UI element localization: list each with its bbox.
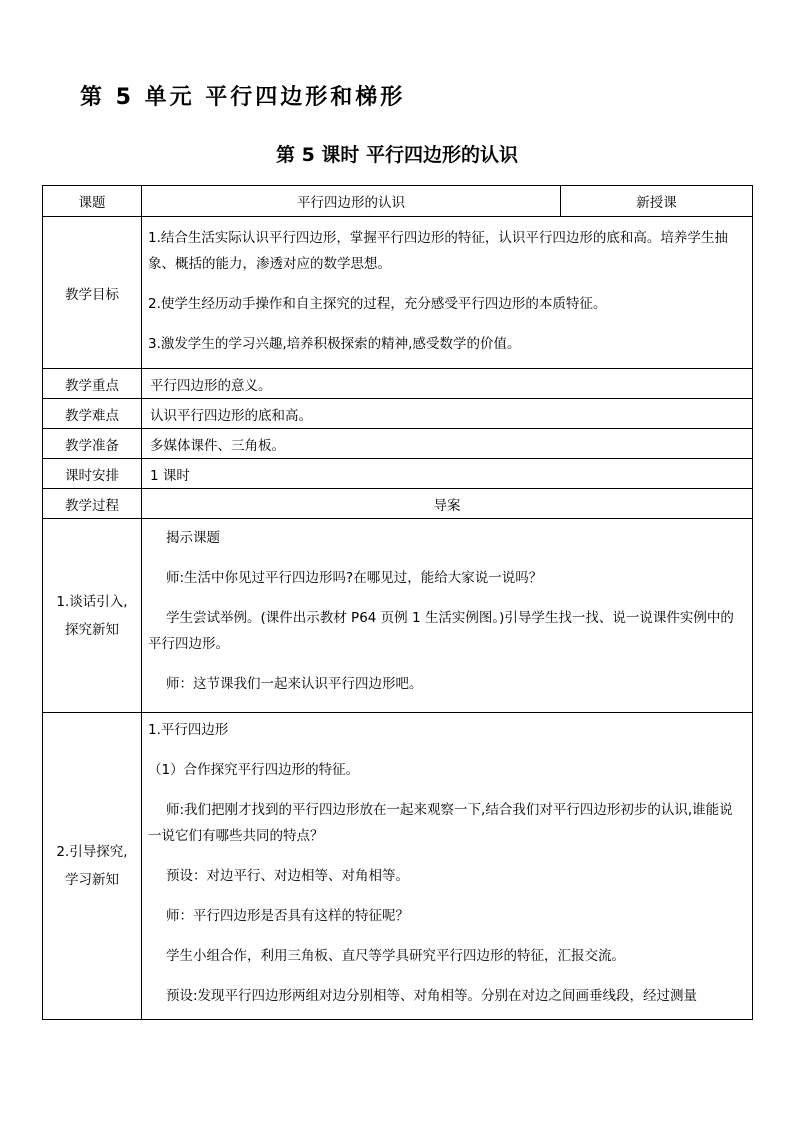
objectives-content — [142, 217, 753, 369]
lesson-title: 第 5 课时 平行四边形的认识 — [275, 144, 519, 166]
section1-para-1: 揭示课题 — [166, 530, 220, 546]
section2-label-line1: 2.引导探究, — [56, 844, 128, 860]
key-point-label: 教学重点 — [43, 369, 142, 399]
topic-label: 课题 — [43, 186, 142, 217]
section2-label — [43, 713, 142, 1020]
lesson-plan-table — [42, 185, 753, 1020]
preparation-value: 多媒体课件、三角板。 — [142, 429, 753, 459]
key-point-row — [43, 369, 753, 399]
section1-para-3: 学生尝试举例。(课件出示教材 P64 页例 1 生活实例图。)引导学生找一找、说一说课件实例中的平行四边形。 — [148, 610, 734, 652]
section2-content — [142, 713, 753, 1020]
section2-para-4: 预设：对边平行、对边相等、对角相等。 — [166, 868, 409, 884]
section2-para-5: 师：平行四边形是否具有这样的特征呢？ — [166, 908, 409, 924]
objective-2: 2.使学生经历动手操作和自主探究的过程，充分感受平行四边形的本质特征。 — [148, 296, 607, 312]
key-point-value: 平行四边形的意义。 — [142, 369, 753, 399]
objective-3: 3.激发学生的学习兴趣,培养积极探索的精神,感受数学的价值。 — [148, 336, 521, 352]
section1-row — [43, 519, 753, 713]
preparation-row — [43, 429, 753, 459]
difficulty-row — [43, 399, 753, 429]
section2-para-3: 师:我们把刚才找到的平行四边形放在一起来观察一下,结合我们对平行四边形初步的认识,谁能说一说它们有哪些共同的特点？ — [148, 802, 733, 844]
section1-label-line1: 1.谈话引入, — [56, 593, 128, 610]
section1-para-2: 师:生活中你见过平行四边形吗?在哪见过，能给大家说一说吗？ — [166, 570, 543, 586]
section1-label — [43, 519, 142, 713]
topic-value: 平行四边形的认识 — [142, 186, 561, 217]
section1-label-line2: 探究新知 — [65, 621, 119, 638]
objective-1: 1.结合生活实际认识平行四边形，掌握平行四边形的特征，认识平行四边形的底和高。培养学生抽象、概括的能力，渗透对应的数学思想。 — [148, 230, 728, 272]
section1-para-4: 师：这节课我们一起来认识平行四边形吧。 — [166, 676, 423, 692]
section2-row — [43, 713, 753, 1020]
preparation-label: 教学准备 — [43, 429, 142, 459]
topic-row — [43, 186, 753, 217]
section1-content — [142, 519, 753, 713]
process-label: 教学过程 — [43, 489, 142, 519]
guide-label: 导案 — [142, 489, 753, 519]
section2-para-1: 1.平行四边形 — [148, 722, 229, 738]
schedule-label: 课时安排 — [43, 459, 142, 489]
difficulty-value: 认识平行四边形的底和高。 — [142, 399, 753, 429]
objectives-label: 教学目标 — [43, 217, 142, 369]
section2-para-6: 学生小组合作，利用三角板、直尺等学具研究平行四边形的特征，汇报交流。 — [166, 948, 625, 964]
section2-para-2: （1）合作探究平行四边形的特征。 — [148, 762, 360, 778]
section2-para-7: 预设:发现平行四边形两组对边分别相等、对角相等。分别在对边之间画垂线段，经过测量 — [166, 988, 698, 1004]
unit-title: 第 5 单元 平行四边形和梯形 — [80, 85, 406, 110]
difficulty-label: 教学难点 — [43, 399, 142, 429]
section2-label-line2: 学习新知 — [65, 872, 119, 888]
objectives-row — [43, 217, 753, 369]
process-header-row — [43, 489, 753, 519]
lesson-type: 新授课 — [561, 186, 753, 217]
schedule-value: 1 课时 — [142, 459, 753, 489]
schedule-row — [43, 459, 753, 489]
